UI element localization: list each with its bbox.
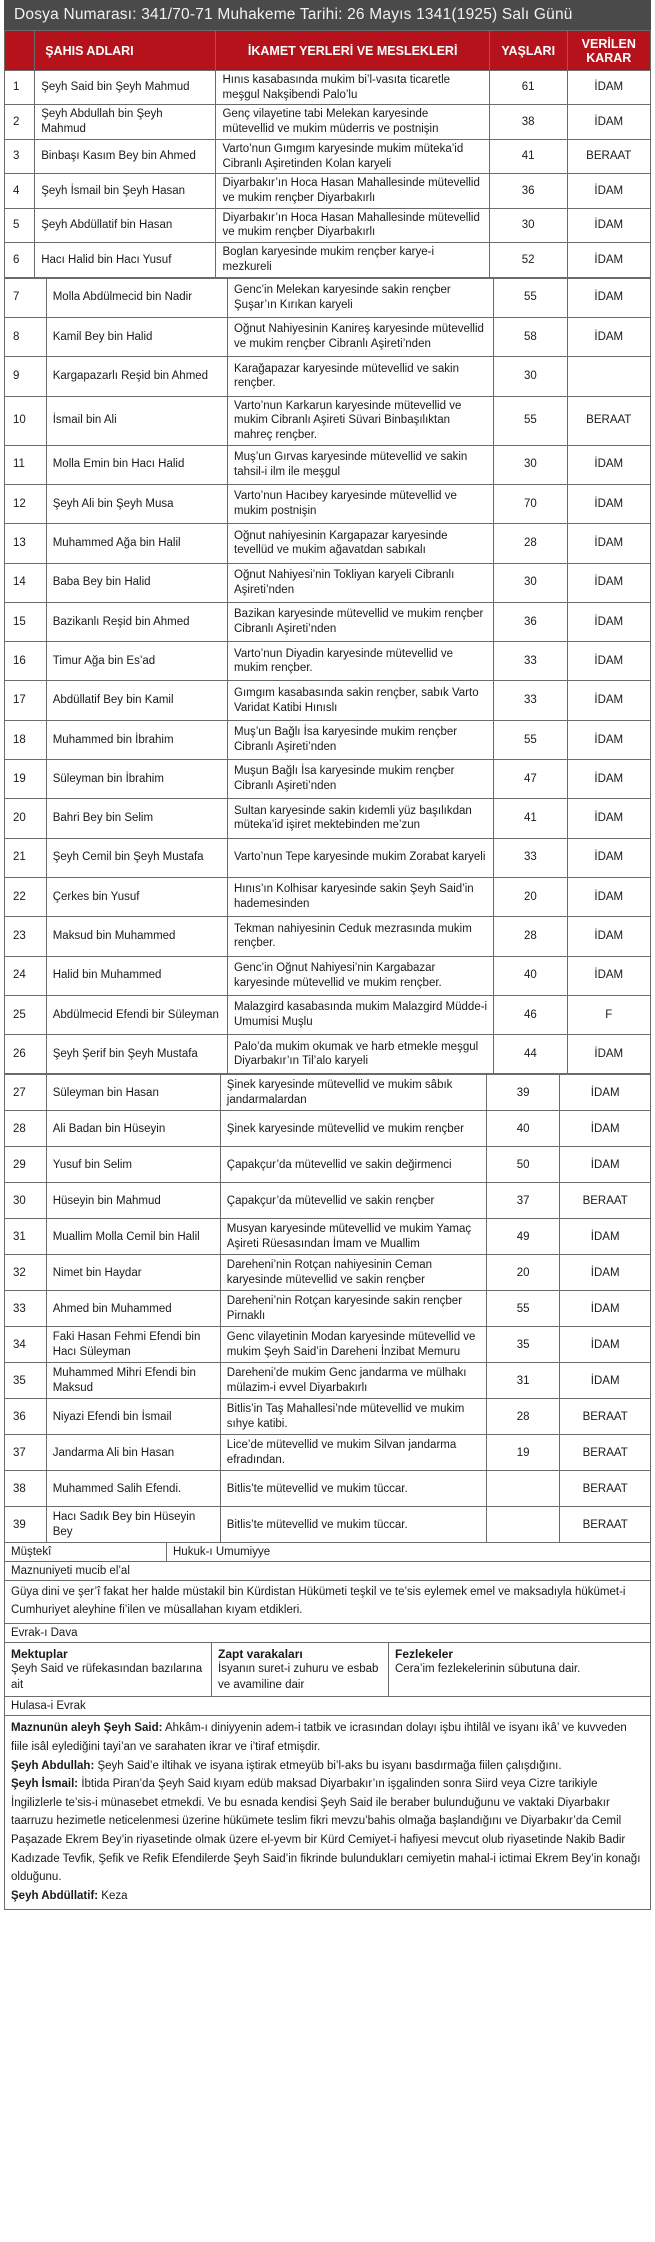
column-header-residence: İKAMET YERLERİ VE MESLEKLERİ [216,31,489,71]
cell-verdict: İDAM [560,1075,651,1111]
cell-no: 18 [5,720,47,759]
cell-age: 49 [486,1219,559,1255]
cell-verdict: İDAM [567,1035,650,1074]
cell-verdict: İDAM [560,1219,651,1255]
table-header-row [5,31,651,71]
table-row [5,1435,651,1471]
cell-no: 38 [5,1471,47,1507]
cell-age: 40 [494,956,567,995]
cell-name: Muallim Molla Cemil bin Halil [46,1219,220,1255]
cell-name: Şeyh Said bin Şeyh Mahmud [35,71,216,105]
table-row [5,208,651,242]
cell-verdict: İDAM [560,1327,651,1363]
cell-age: 20 [486,1255,559,1291]
letters-cell [5,1643,212,1696]
cell-age: 55 [494,396,567,445]
table-row [5,956,651,995]
cell-verdict: İDAM [567,278,650,317]
table-row [5,524,651,563]
cell-residence: Hınıs’ın Kolhisar karyesinde sakin Şeyh Said’in hademesinden [228,877,494,916]
table-row [5,602,651,641]
summary-text-seyh-said: Ahkâm-ı diniyyenin adem-i tatbik ve icrasından dolayı işbu ihtilâl ve isyanı ikâ’ ve kuvveden fiile isâl eylediğini tayi’an ve sarahaten ikrar ve i’tiraf etmişdir. [11,1722,627,1753]
cell-name: İsmail bin Ali [46,396,227,445]
cell-residence: Genc’in Oğnut Nahiyesi’nin Kargabazar karyesinde mütevellid ve mukim rençber. [228,956,494,995]
cell-no: 19 [5,760,47,799]
cell-verdict: İDAM [567,71,650,105]
column-header-age: YAŞLARI [489,31,567,71]
cell-name: Yusuf bin Selim [46,1147,220,1183]
cell-no: 31 [5,1219,47,1255]
cell-age: 41 [494,799,567,838]
cell-no: 12 [5,484,47,523]
cell-residence: Genc vilayetinin Modan karyesinde mütevellid ve mukim Şeyh Said’in Dareheni İnzibat Memuru [220,1327,486,1363]
cell-name: Baba Bey bin Halid [46,563,227,602]
table-row [5,174,651,208]
table-row [5,1035,651,1074]
summary-paragraph-seyh-abdullah [11,1757,644,1776]
cell-age: 33 [494,681,567,720]
cell-no: 28 [5,1111,47,1147]
table-row [5,995,651,1034]
cell-age: 30 [494,357,567,396]
cell-verdict: BERAAT [567,396,650,445]
cell-age: 61 [489,71,567,105]
cell-name: Abdülmecid Efendi bir Süleyman [46,995,227,1034]
cell-name: Şeyh İsmail bin Şeyh Hasan [35,174,216,208]
cell-no: 34 [5,1327,47,1363]
cell-residence: Gımgım kasabasında sakin rençber, sabık Varto Varidat Katibi Hınıslı [228,681,494,720]
cell-no: 14 [5,563,47,602]
cell-age: 38 [489,105,567,139]
cell-age: 19 [486,1435,559,1471]
cell-name: Faki Hasan Fehmi Efendi bin Hacı Süleyman [46,1327,220,1363]
cell-age: 47 [494,760,567,799]
case-details [4,1543,651,1909]
cell-residence: Bitlis’te mütevellid ve mukim tüccar. [220,1471,486,1507]
summary-label-seyh-abdullah: Şeyh Abdullah: [11,1759,95,1772]
document-summary-label: Hulasa-i Evrak [5,1697,650,1716]
cell-name: Jandarma Ali bin Hasan [46,1435,220,1471]
cell-verdict: İDAM [567,877,650,916]
cell-name: Şeyh Cemil bin Şeyh Mustafa [46,838,227,877]
cell-age: 30 [494,563,567,602]
cell-residence: Şinek karyesinde mütevellid ve mukim rençber [220,1111,486,1147]
cell-verdict: İDAM [567,317,650,356]
cell-verdict [567,357,650,396]
table-row [5,105,651,139]
cell-no: 37 [5,1435,47,1471]
cell-verdict: BERAAT [560,1435,651,1471]
cell-residence: Bitlis’te mütevellid ve mukim tüccar. [220,1507,486,1543]
cell-no: 26 [5,1035,47,1074]
cell-no: 15 [5,602,47,641]
cell-residence: Dareheni’nin Rotçan nahiyesinin Ceman karyesinde mütevellid ve sakin rençber [220,1255,486,1291]
cell-age: 41 [489,139,567,173]
cell-residence: Muş’un Gırvas karyesinde mütevellid ve sakin tahsil-i ilm ile meşgul [228,445,494,484]
cell-age: 39 [486,1075,559,1111]
cell-age: 30 [489,208,567,242]
cell-residence: Bitlis’in Taş Mahallesi’nde mütevellid ve mukim sıhye katibi. [220,1399,486,1435]
cell-verdict: İDAM [560,1363,651,1399]
cell-verdict: BERAAT [560,1183,651,1219]
cell-verdict: İDAM [567,838,650,877]
cell-name: Abdüllatif Bey bin Kamil [46,681,227,720]
cell-residence: Sultan karyesinde sakin kıdemli yüz başılıkdan müteka’id işiret mektebinden me’zun [228,799,494,838]
cell-verdict: İDAM [567,208,650,242]
table-row [5,1255,651,1291]
cell-verdict: İDAM [560,1291,651,1327]
table-row [5,877,651,916]
cell-residence: Bazikan karyesinde mütevellid ve mukim rençber Cibranlı Aşireti’nden [228,602,494,641]
summary-label-seyh-said: Maznunün aleyh Şeyh Said: [11,1722,163,1735]
cell-verdict: İDAM [567,105,650,139]
cell-residence: Dareheni’nin Rotçan karyesinde sakin rençber Pirnaklı [220,1291,486,1327]
summary-label-seyh-ismail: Şeyh İsmail: [11,1778,79,1791]
cell-name: Muhammed Salih Efendi. [46,1471,220,1507]
minutes-text: İsyanın suret-i zuhuru ve esbab ve avamiline dair [218,1663,379,1691]
cell-age: 36 [489,174,567,208]
cell-residence: Muş’un Bağlı İsa karyesinde mukim rençber Cibranlı Aşireti’nden [228,720,494,759]
cell-age: 52 [489,243,567,277]
cell-residence: Musyan karyesinde mütevellid ve mukim Yamaç Aşireti Rüesasından İmam ve Muallim [220,1219,486,1255]
cell-verdict: İDAM [567,642,650,681]
cell-residence: Muşun Bağlı İsa karyesinde mukim rençber Cibranlı Aşireti’nden [228,760,494,799]
cell-name: Timur Ağa bin Es’ad [46,642,227,681]
table-row [5,1363,651,1399]
cell-name: Hüseyin bin Mahmud [46,1183,220,1219]
table-row [5,357,651,396]
cell-no: 30 [5,1183,47,1219]
cell-no: 11 [5,445,47,484]
cell-verdict: BERAAT [567,139,650,173]
cell-residence: Diyarbakır’ın Hoca Hasan Mahallesinde mütevellid ve mukim rençber Diyarbakırlı [216,208,489,242]
plaintiff-value: Hukuk-ı Umumiyye [173,1546,271,1559]
cell-verdict: İDAM [567,243,650,277]
cell-verdict: BERAAT [560,1399,651,1435]
cell-name: Muhammed Ağa bin Halil [46,524,227,563]
cell-residence: Malazgird kasabasında mukim Malazgird Müdde-i Umumisi Muşlu [228,995,494,1034]
cell-residence: Diyarbakır’ın Hoca Hasan Mahallesinde mütevellid ve mukim rençber Diyarbakırlı [216,174,489,208]
document-summary-text [5,1716,650,1908]
cell-residence: Lice’de mütevellid ve mukim Silvan jandarma efradından. [220,1435,486,1471]
cell-verdict: İDAM [567,681,650,720]
cell-name: Niyazi Efendi bin İsmail [46,1399,220,1435]
cell-no: 35 [5,1363,47,1399]
table-row [5,71,651,105]
minutes-title: Zapt varakaları [218,1647,303,1662]
table-row [5,1327,651,1363]
cell-name: Süleyman bin İbrahim [46,760,227,799]
summary-paragraph-seyh-said [11,1719,644,1756]
cell-no: 16 [5,642,47,681]
cell-no: 22 [5,877,47,916]
cell-no: 10 [5,396,47,445]
cell-name: Muhammed bin İbrahim [46,720,227,759]
cell-no: 7 [5,278,47,317]
cell-no: 23 [5,917,47,956]
cell-name: Kamil Bey bin Halid [46,317,227,356]
cell-name: Molla Emin bin Hacı Halid [46,445,227,484]
case-documents-label: Evrak-ı Dava [5,1624,650,1643]
cell-name: Hacı Halid bin Hacı Yusuf [35,243,216,277]
cell-verdict: İDAM [567,602,650,641]
cell-age: 46 [494,995,567,1034]
cell-name: Süleyman bin Hasan [46,1075,220,1111]
table-row [5,1507,651,1543]
cell-residence: Varto’nun Gımgım karyesinde mukim müteka’id Cibranlı Aşiretinden Kolan karyeli [216,139,489,173]
cell-verdict: BERAAT [560,1471,651,1507]
cell-name: Ahmed bin Muhammed [46,1291,220,1327]
table-row [5,799,651,838]
cell-age: 31 [486,1363,559,1399]
defendants-table-part-1 [4,30,651,278]
plaintiff-row [5,1543,650,1562]
cell-age: 58 [494,317,567,356]
cell-residence: Palo’da mukim okumak ve harb etmekle meşgul Diyarbakır’ın Til’alo karyeli [228,1035,494,1074]
column-header-name: ŞAHIS ADLARI [35,31,216,71]
cell-name: Şeyh Ali bin Şeyh Musa [46,484,227,523]
cell-residence: Genç vilayetine tabi Melekan karyesinde mütevellid ve mukim müderris ve postnişin [216,105,489,139]
case-header: Dosya Numarası: 341/70-71 Muhakeme Tarihi: 26 Mayıs 1341(1925) Salı Günü [4,0,651,30]
column-header-no [5,31,35,71]
cell-no: 29 [5,1147,47,1183]
cell-verdict: İDAM [567,799,650,838]
cell-name: Molla Abdülmecid bin Nadir [46,278,227,317]
cell-residence: Varto’nun Tepe karyesinde mukim Zorabat karyeli [228,838,494,877]
cell-age: 28 [494,917,567,956]
cell-name: Şeyh Abdüllatif bin Hasan [35,208,216,242]
cell-no: 20 [5,799,47,838]
cell-no: 36 [5,1399,47,1435]
table-row [5,445,651,484]
defendants-table-part-3 [4,1074,651,1543]
table-row [5,1075,651,1111]
letters-text: Şeyh Said ve rüfekasından bazılarına ait [11,1663,203,1691]
cell-residence: Oğnut Nahiyesinin Kanireş karyesinde mütevellid ve mukim rençber Cibranlı Aşireti’nden [228,317,494,356]
cell-age: 36 [494,602,567,641]
summary-paragraph-seyh-abdullatif [11,1887,644,1906]
cell-age: 44 [494,1035,567,1074]
cell-residence: Boglan karyesinde mukim rençber karye-i mezkureli [216,243,489,277]
cell-age: 37 [486,1183,559,1219]
cell-verdict: F [567,995,650,1034]
cell-no: 33 [5,1291,47,1327]
letters-title: Mektuplar [11,1647,68,1662]
table-row [5,1471,651,1507]
cell-name: Ali Badan bin Hüseyin [46,1111,220,1147]
cell-verdict: İDAM [560,1111,651,1147]
cell-no: 32 [5,1255,47,1291]
plaintiff-label: Müştekî [5,1543,167,1561]
summary-text-seyh-abdullah: Şeyh Said’e iltihak ve isyana iştirak etmeyüb bi’l-aks bu isyanı basdırmağa fiilen çalışdığını. [94,1759,562,1772]
summary-paragraph-seyh-ismail [11,1775,644,1887]
cell-no: 8 [5,317,47,356]
column-header-verdict: VERİLEN KARAR [567,31,650,71]
cell-verdict: BERAAT [560,1507,651,1543]
cell-residence: Hınıs kasabasında mukim bi’l-vasıta ticaretle meşgul Nakşibendi Palo’lu [216,71,489,105]
cell-verdict: İDAM [567,174,650,208]
cell-verdict: İDAM [560,1147,651,1183]
cell-residence: Dareheni’de mukim Genc jandarma ve mülhakı mülazim-i evvel Diyarbakırlı [220,1363,486,1399]
cell-name: Binbaşı Kasım Bey bin Ahmed [35,139,216,173]
cell-no: 5 [5,208,35,242]
table-row [5,1111,651,1147]
cell-age: 70 [494,484,567,523]
cell-residence: Genc’in Melekan karyesinde sakin rençber Şuşar’ın Kırıkan karyeli [228,278,494,317]
table-row [5,278,651,317]
cell-residence: Varto’nun Hacıbey karyesinde mütevellid ve mukim postnişin [228,484,494,523]
cell-age: 33 [494,838,567,877]
cell-name: Nimet bin Haydar [46,1255,220,1291]
cell-name: Hacı Sadık Bey bin Hüseyin Bey [46,1507,220,1543]
cell-verdict: İDAM [567,484,650,523]
cell-no: 25 [5,995,47,1034]
charge-text: Güya dini ve şer’î fakat her halde müstakil bin Kürdistan Hükümeti teşkil ve te’sis eylemek emel ve maksadıyla hükümet-i Cumhuriyet aleyhine fi’ilen ve müsallahan kıyam etdikleri. [5,1581,650,1624]
cell-age: 40 [486,1111,559,1147]
table-row [5,1183,651,1219]
cell-name: Kargapazarlı Reşid bin Ahmed [46,357,227,396]
cell-no: 13 [5,524,47,563]
cell-no: 9 [5,357,47,396]
defendants-table-part-2 [4,278,651,1075]
cell-name: Şeyh Abdullah bin Şeyh Mahmud [35,105,216,139]
cell-age: 55 [486,1291,559,1327]
cell-age [486,1471,559,1507]
summary-label-seyh-abdullatif: Şeyh Abdüllatif: [11,1889,99,1902]
cell-no: 24 [5,956,47,995]
cell-age: 55 [494,278,567,317]
table-row [5,317,651,356]
cell-residence: Karağapazar karyesinde mütevellid ve sakin rençber. [228,357,494,396]
table-row [5,396,651,445]
cell-residence: Şinek karyesinde mütevellid ve mukim sâbık jandarmalardan [220,1075,486,1111]
cell-age [486,1507,559,1543]
cell-verdict: İDAM [567,445,650,484]
table-row [5,563,651,602]
table-row [5,1399,651,1435]
table-row [5,917,651,956]
summary-text-seyh-ismail: İbtida Piran’da Şeyh Said kıyam edüb maksad Diyarbakır’ın işgalinden sonra Siird veya Cizre tarikiyle İngilizlerle te’sis-i münasebet etmekdi. Ve bu esnada kendisi Şeyh Said ile beraber bulunduğunu ve vaktaki Diyarbakır taarruzu hezimetle neticelenmesi üzerine hükümete teslim fikri mevzu’bahis olmağa başlandığını ve Diyarbakır’da Cemil Paşazade Ekrem Bey’in riyasetinde olmak üzere el-yevm bir Kürd Cemiyet-i hafiyesi mevcut olub riyasetinde Nakib Badir Kadızade Tevfik, Şefik ve Refik Efendilerde Şeyh Said’in fikrinde bulundukları cemiyetin mahal-i ictimai Ekrem Bey’in konağı olduğunu. [11,1778,641,1884]
cell-residence: Oğnut nahiyesinin Kargapazar karyesinde tevellüd ve mukim ağavatdan sabıkalı [228,524,494,563]
cell-verdict: İDAM [560,1255,651,1291]
cell-residence: Çapakçur’da mütevellid ve sakin değirmenci [220,1147,486,1183]
cell-no: 27 [5,1075,47,1111]
minutes-cell [212,1643,389,1696]
table-row [5,139,651,173]
table-row [5,642,651,681]
cell-verdict: İDAM [567,760,650,799]
cell-verdict: İDAM [567,524,650,563]
cell-verdict: İDAM [567,563,650,602]
cell-name: Bahri Bey bin Selim [46,799,227,838]
table-row [5,1291,651,1327]
cell-residence: Çapakçur’da mütevellid ve sakin rençber [220,1183,486,1219]
cell-no: 39 [5,1507,47,1543]
table-row [5,760,651,799]
table-row [5,484,651,523]
cell-residence: Tekman nahiyesinin Ceduk mezrasında mukim rençber. [228,917,494,956]
summaries-title: Fezlekeler [395,1647,454,1662]
cell-verdict: İDAM [567,917,650,956]
cell-name: Maksud bin Muhammed [46,917,227,956]
cell-no: 6 [5,243,35,277]
table-row [5,243,651,277]
table-row [5,681,651,720]
cell-verdict: İDAM [567,956,650,995]
cell-verdict: İDAM [567,720,650,759]
charge-label: Maznuniyeti mucib el’al [5,1562,650,1581]
cell-name: Çerkes bin Yusuf [46,877,227,916]
cell-name: Bazikanlı Reşid bin Ahmed [46,602,227,641]
table-row [5,1147,651,1183]
cell-no: 1 [5,71,35,105]
cell-age: 28 [486,1399,559,1435]
cell-age: 30 [494,445,567,484]
cell-age: 50 [486,1147,559,1183]
cell-age: 28 [494,524,567,563]
summaries-cell [389,1643,650,1696]
cell-name: Şeyh Şerif bin Şeyh Mustafa [46,1035,227,1074]
cell-age: 20 [494,877,567,916]
cell-age: 33 [494,642,567,681]
cell-no: 21 [5,838,47,877]
cell-residence: Varto’nun Karkarun karyesinde mütevellid ve mukim Cibranlı Aşireti Süvari Binbaşılıktan mahreç rençber. [228,396,494,445]
cell-name: Muhammed Mihri Efendi bin Maksud [46,1363,220,1399]
cell-residence: Varto’nun Diyadin karyesinde mütevellid ve mukim rençber. [228,642,494,681]
case-documents-row [5,1643,650,1697]
cell-no: 17 [5,681,47,720]
cell-age: 35 [486,1327,559,1363]
cell-age: 55 [494,720,567,759]
table-row [5,838,651,877]
table-row [5,1219,651,1255]
cell-name: Halid bin Muhammed [46,956,227,995]
cell-no: 4 [5,174,35,208]
cell-no: 2 [5,105,35,139]
summaries-text: Cera’im fezlekelerinin sübutuna dair. [395,1663,581,1676]
table-row [5,720,651,759]
summary-text-seyh-abdullatif: Keza [98,1889,128,1902]
cell-residence: Oğnut Nahiyesi’nin Tokliyan karyeli Cibranlı Aşireti’nden [228,563,494,602]
cell-no: 3 [5,139,35,173]
